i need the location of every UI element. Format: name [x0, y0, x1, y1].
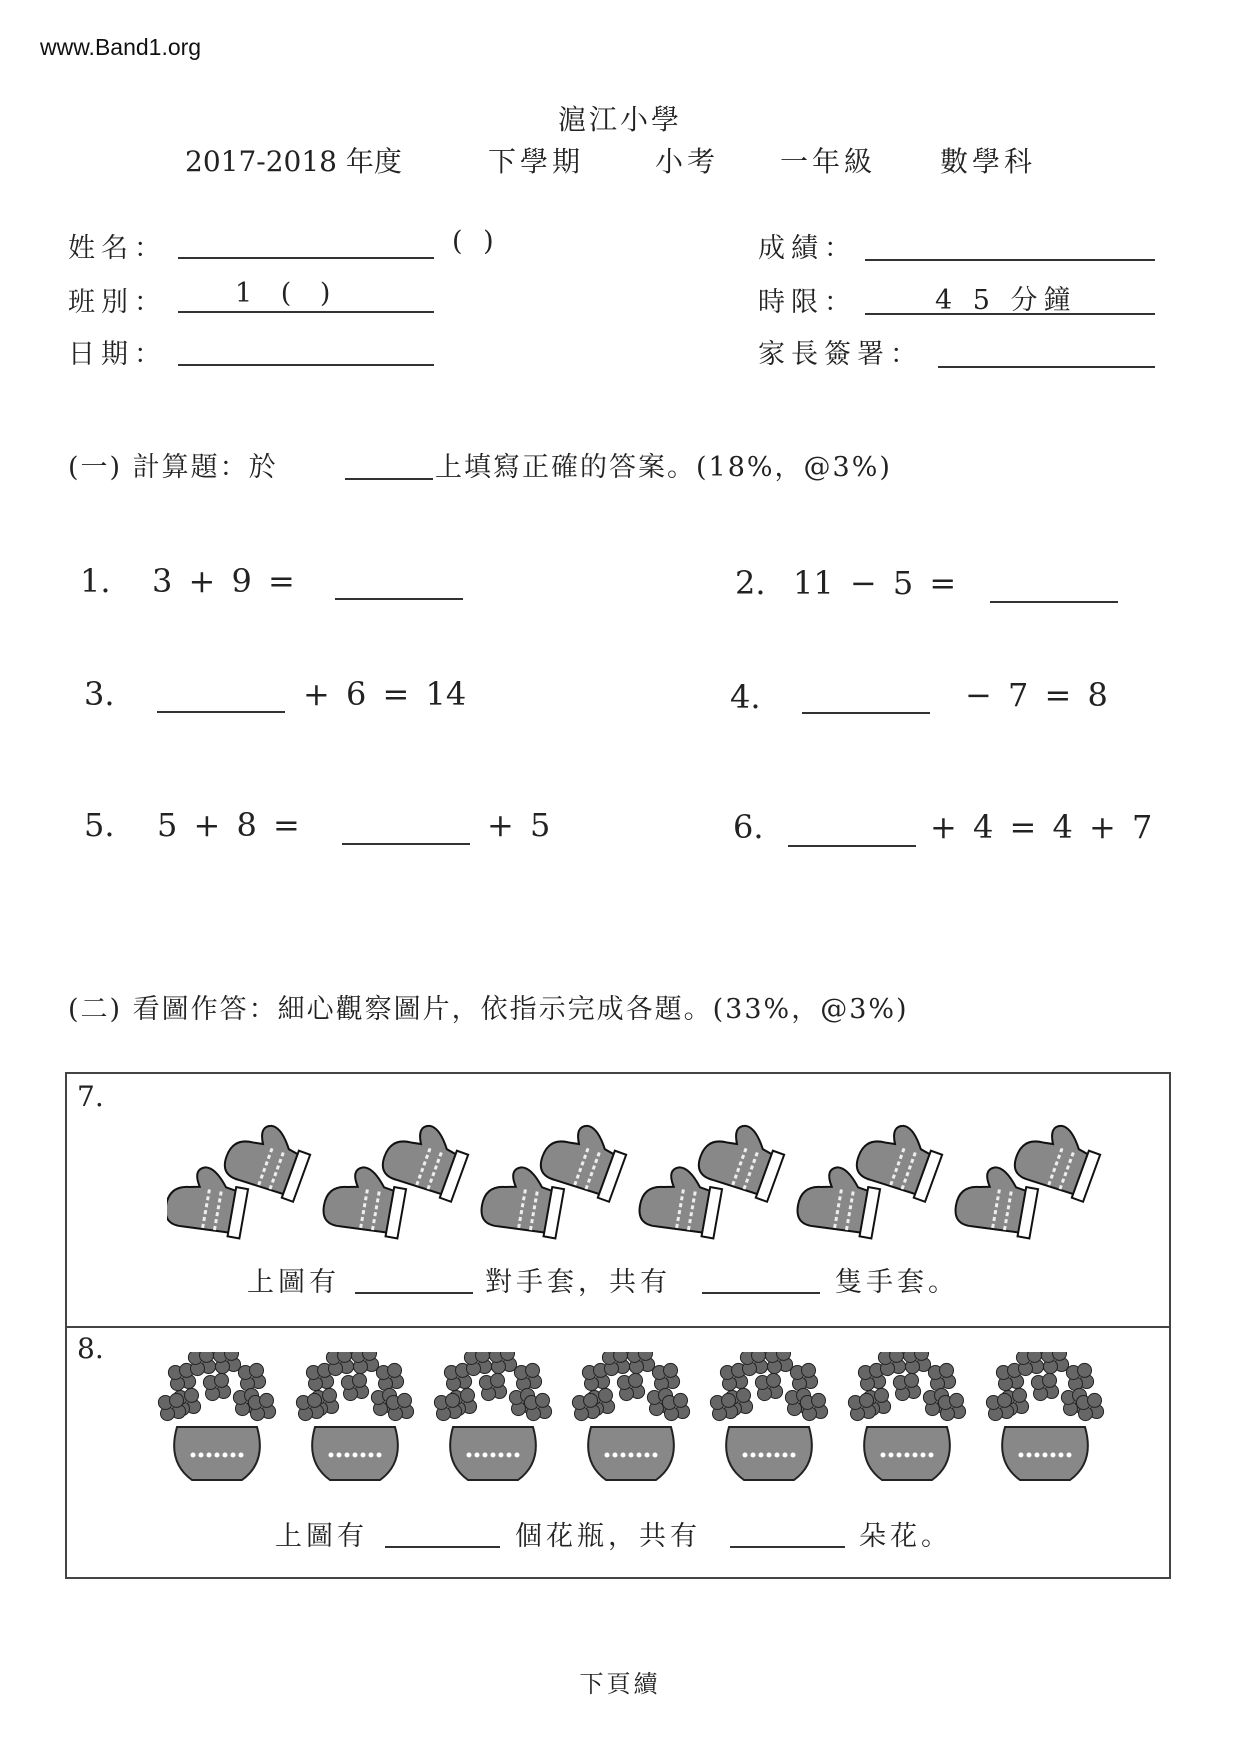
mitten-icon	[378, 1115, 473, 1202]
mitten-icon	[220, 1115, 315, 1202]
flower-vase-icon	[710, 1352, 827, 1480]
grade: 一年級	[780, 145, 877, 178]
score-field[interactable]	[865, 259, 1155, 261]
date-field[interactable]	[178, 364, 434, 366]
q4-number: 4.	[730, 678, 761, 716]
q8-answer-vases[interactable]	[385, 1546, 500, 1548]
q2-answer[interactable]	[990, 601, 1118, 603]
subject: 數學科	[940, 145, 1037, 178]
flower-vase-icon	[296, 1352, 413, 1480]
q6-answer[interactable]	[788, 845, 916, 847]
school-year: 2017-2018 年度	[185, 145, 402, 178]
q7-text-1: 上圖有	[247, 1267, 340, 1298]
q7-answer-pairs[interactable]	[355, 1292, 473, 1294]
signature-label: 家長簽署：	[758, 339, 923, 370]
section2-title: (二) 看圖作答：細心觀察圖片，依指示完成各題。(33%，@3%)	[68, 994, 909, 1025]
q6-number: 6.	[733, 808, 764, 846]
q3-expression: + 6 = 14	[303, 675, 467, 713]
q7-answer-gloves[interactable]	[702, 1292, 820, 1294]
class-value[interactable]: 1 ( )	[235, 278, 341, 309]
watermark: www.Band1.org	[40, 34, 202, 60]
q8-number: 8.	[77, 1332, 104, 1365]
mitten-icon	[536, 1115, 631, 1202]
q2-expression: 11 − 5 =	[793, 564, 957, 602]
continue-next-page: 下頁續	[579, 1670, 661, 1698]
date-label: 日期：	[68, 339, 167, 370]
time-value: 4 5 分鐘	[935, 285, 1077, 316]
signature-field[interactable]	[938, 366, 1155, 368]
exam-type: 小考	[655, 145, 720, 178]
name-field[interactable]	[178, 257, 434, 259]
school-name: 滬江小學	[557, 103, 682, 136]
q4-answer[interactable]	[802, 712, 930, 714]
flower-vase-icon	[848, 1352, 965, 1480]
time-label: 時限：	[758, 287, 857, 318]
q3-answer[interactable]	[157, 711, 285, 713]
name-number-paren: ( )	[452, 226, 500, 257]
q5-expression: 5 + 8 =	[157, 806, 300, 844]
q5-answer[interactable]	[342, 843, 470, 845]
q8-text-3: 朵花。	[859, 1521, 952, 1552]
mittens-picture	[167, 1094, 1167, 1244]
q8-text-1: 上圖有	[275, 1521, 368, 1552]
mitten-icon	[852, 1115, 947, 1202]
row-divider	[67, 1326, 1169, 1328]
q8-text-2: 個花瓶，共有	[515, 1521, 701, 1552]
term: 下學期	[488, 145, 585, 178]
q1-number: 1.	[80, 562, 111, 600]
section1-title-start: (一) 計算題：於	[68, 452, 278, 483]
time-field-line	[865, 313, 1155, 315]
class-label: 班別：	[68, 287, 167, 318]
q4-expression: − 7 = 8	[965, 676, 1108, 714]
flower-vase-icon	[434, 1352, 551, 1480]
q7-number: 7.	[77, 1080, 104, 1113]
q1-expression: 3 + 9 =	[152, 562, 295, 600]
q8-answer-flowers[interactable]	[730, 1546, 845, 1548]
flower-vase-icon	[986, 1352, 1103, 1480]
q7-text-2: 對手套，共有	[485, 1267, 671, 1298]
section1-title-end: 上填寫正確的答案。(18%，@3%)	[435, 452, 892, 483]
q3-number: 3.	[84, 675, 115, 713]
q6-expression: + 4 = 4 + 7	[930, 808, 1153, 846]
flower-vase-icon	[158, 1352, 275, 1480]
class-field-line	[178, 311, 434, 313]
mitten-icon	[1010, 1115, 1105, 1202]
flower-vase-icon	[572, 1352, 689, 1480]
q1-answer[interactable]	[335, 598, 463, 600]
picture-questions-box	[65, 1072, 1171, 1579]
mitten-icon	[694, 1115, 789, 1202]
q7-text-3: 隻手套。	[835, 1267, 959, 1298]
score-label: 成績：	[758, 233, 857, 264]
name-label: 姓名：	[68, 233, 167, 264]
section1-blank-sample	[345, 478, 433, 480]
q5-expression-end: + 5	[487, 806, 551, 844]
flower-vases-picture	[147, 1352, 1167, 1492]
q5-number: 5.	[84, 806, 115, 844]
q2-number: 2.	[735, 564, 766, 602]
